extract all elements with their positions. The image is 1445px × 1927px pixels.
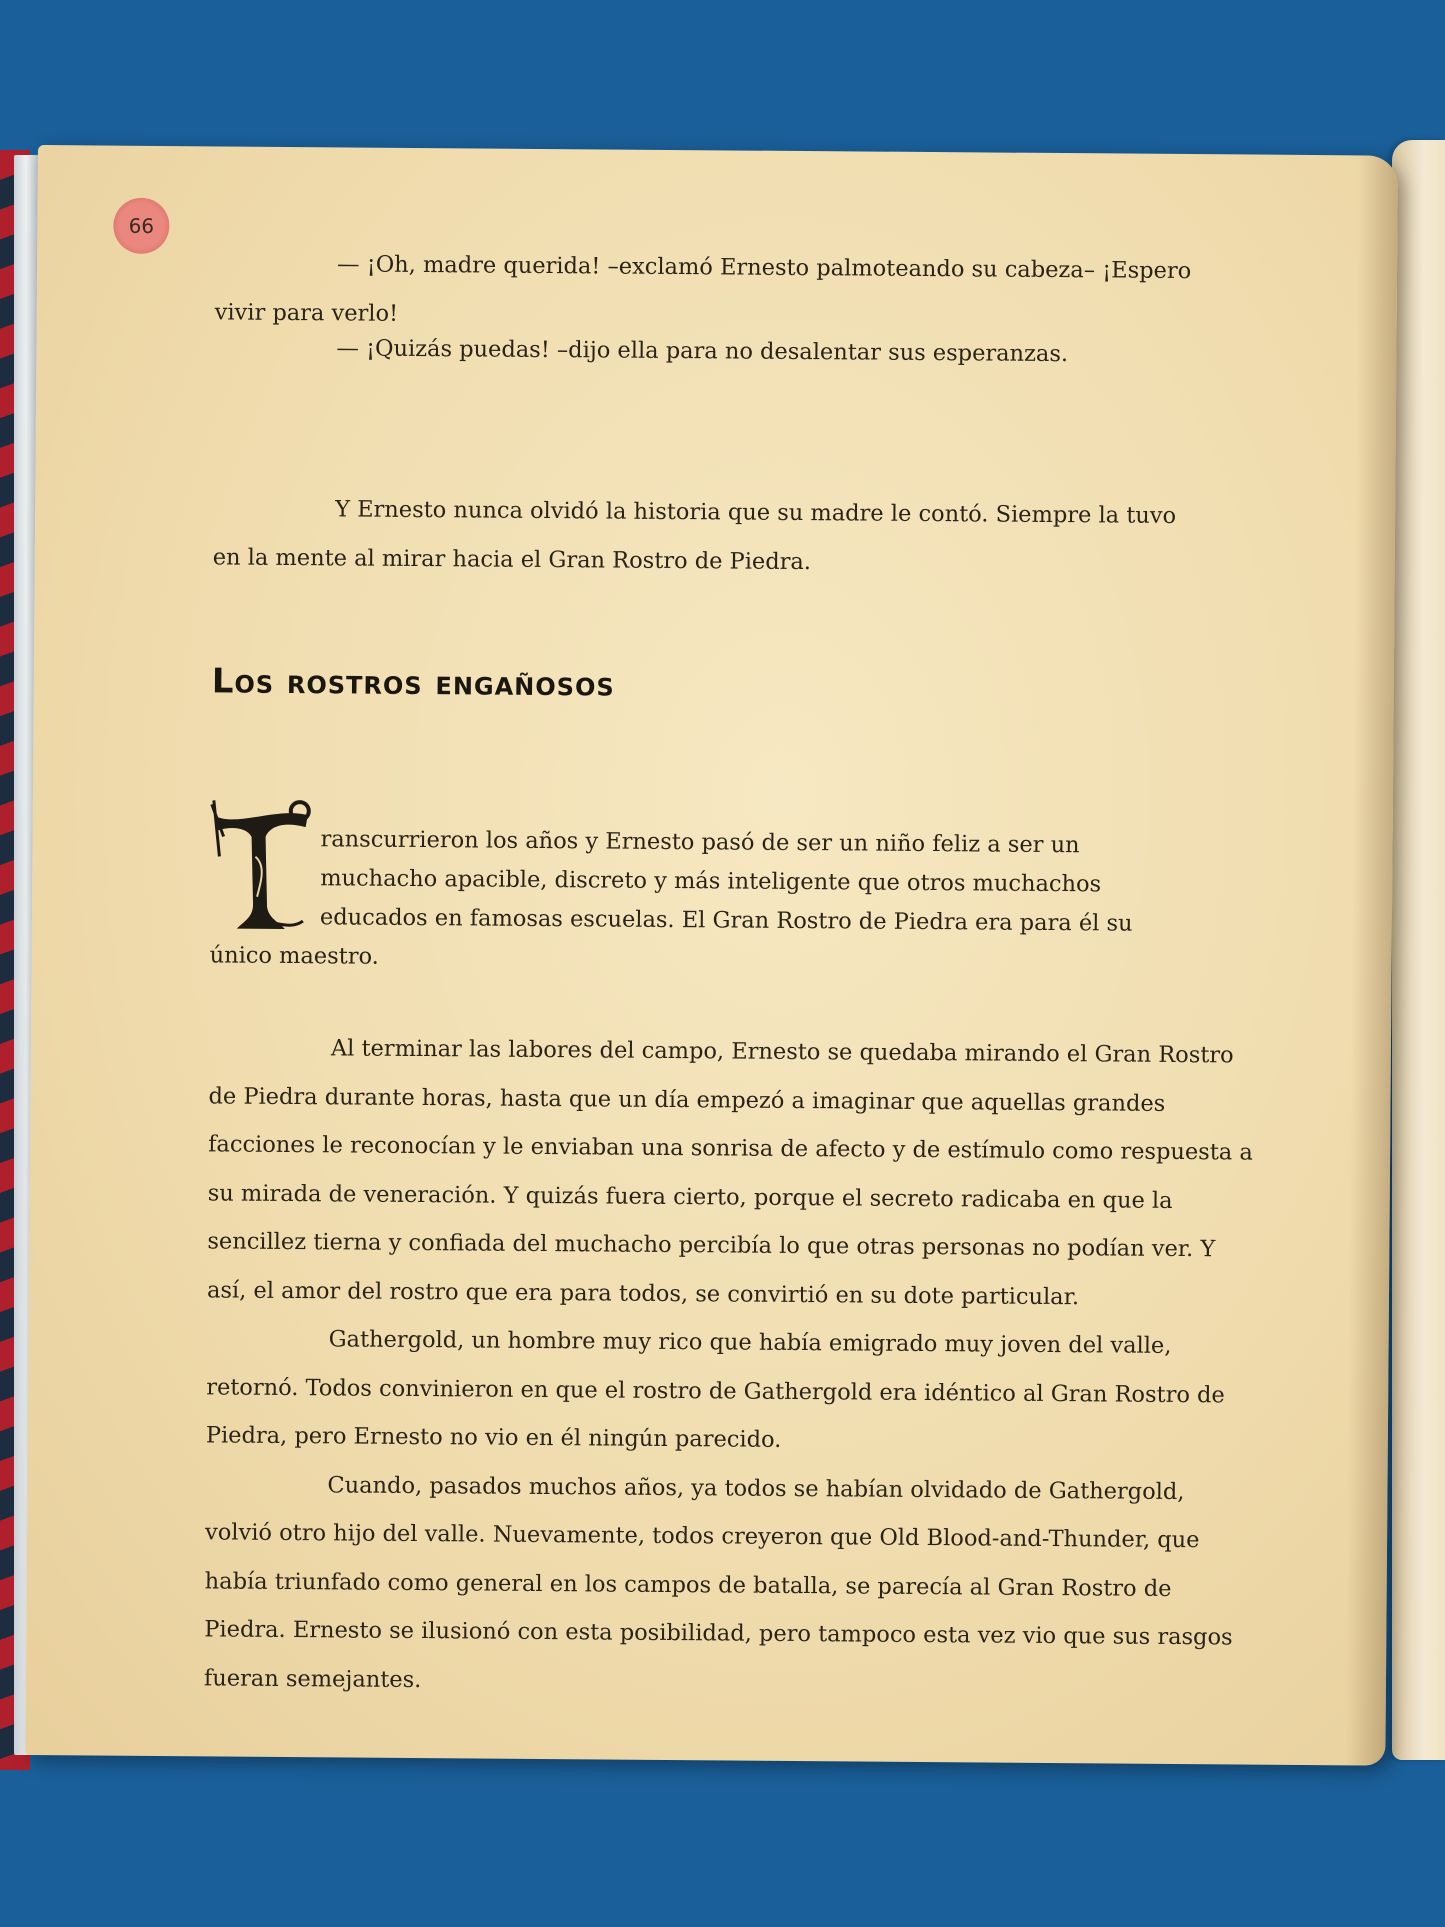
page-number: 66 [128, 213, 155, 238]
body-text [204, 1023, 1259, 1710]
first-para-line-4: único maestro. [209, 942, 379, 970]
first-paragraph [209, 814, 1260, 988]
section-heading: Los rostros engañosos [211, 661, 615, 705]
dialogue-line-3: — ¡Quizás puedas! –dijo ella para no desalentar sus esperanzas. [336, 335, 1069, 368]
body-paragraph-2: Gathergold, un hombre muy rico que había emigrado muy joven del valle, retornó. Todos convinieron en que el rostro de Gathergold era idéntico al Gran Rostro de Piedra, pero Ernesto no vio en él ningún parecido. [205, 1326, 1225, 1453]
first-para-line-2: muchacho apacible, discreto y más inteligente que otros muchachos [320, 865, 1102, 898]
dialogue-line-2: vivir para verlo! [214, 299, 399, 327]
body-paragraph-1: Al terminar las labores del campo, Ernesto se quedaba mirando el Gran Rostro de Piedra durante horas, hasta que un día empezó a imaginar que aquellas grandes facciones le reconocían y le enviaban una sonrisa de afecto y de estímulo como respuesta a su mirada de veneración. Y quizás fuera cierto, porque el secreto radicaba en que la sencillez tierna y confiada del muchacho percibía lo que otras personas no podían ver. Y así, el amor del rostro que era para todos, se convirtió en su dote particular. [206, 1035, 1253, 1310]
first-para-line-1: ranscurrieron los años y Ernesto pasó de ser un niño feliz a ser un [320, 826, 1080, 859]
book-page [25, 145, 1398, 1766]
intro-paragraph [213, 484, 1264, 590]
dialogue-line-1: — ¡Oh, madre querida! –exclamó Ernesto palmoteando su cabeza– ¡Espero [336, 251, 1192, 285]
intro-line-2: en la mente al mirar hacia el Gran Rostro de Piedra. [212, 544, 812, 576]
body-paragraph-3: Cuando, pasados muchos años, ya todos se habían olvidado de Gathergold, volvió otro hijo del valle. Nuevamente, todos creyeron que Old Blood-and-Thunder, que había triunfado como general en los campos de batalla, se parecía al Gran Rostro de Piedra. Ernesto se ilusionó con esta posibilidad, pero tampoco esta vez vio que sus rasgos fueran semejantes. [203, 1471, 1233, 1693]
facing-page-edge [1392, 140, 1445, 1760]
dialogue-block [214, 239, 1265, 380]
intro-line-1: Y Ernesto nunca olvidó la historia que su madre le contó. Siempre la tuvo [335, 496, 1177, 529]
first-para-line-3: educados en famosas escuelas. El Gran Rostro de Piedra era para él su [319, 904, 1133, 937]
page-gutter-shadow [1345, 155, 1398, 1765]
page-number-badge [113, 198, 169, 254]
